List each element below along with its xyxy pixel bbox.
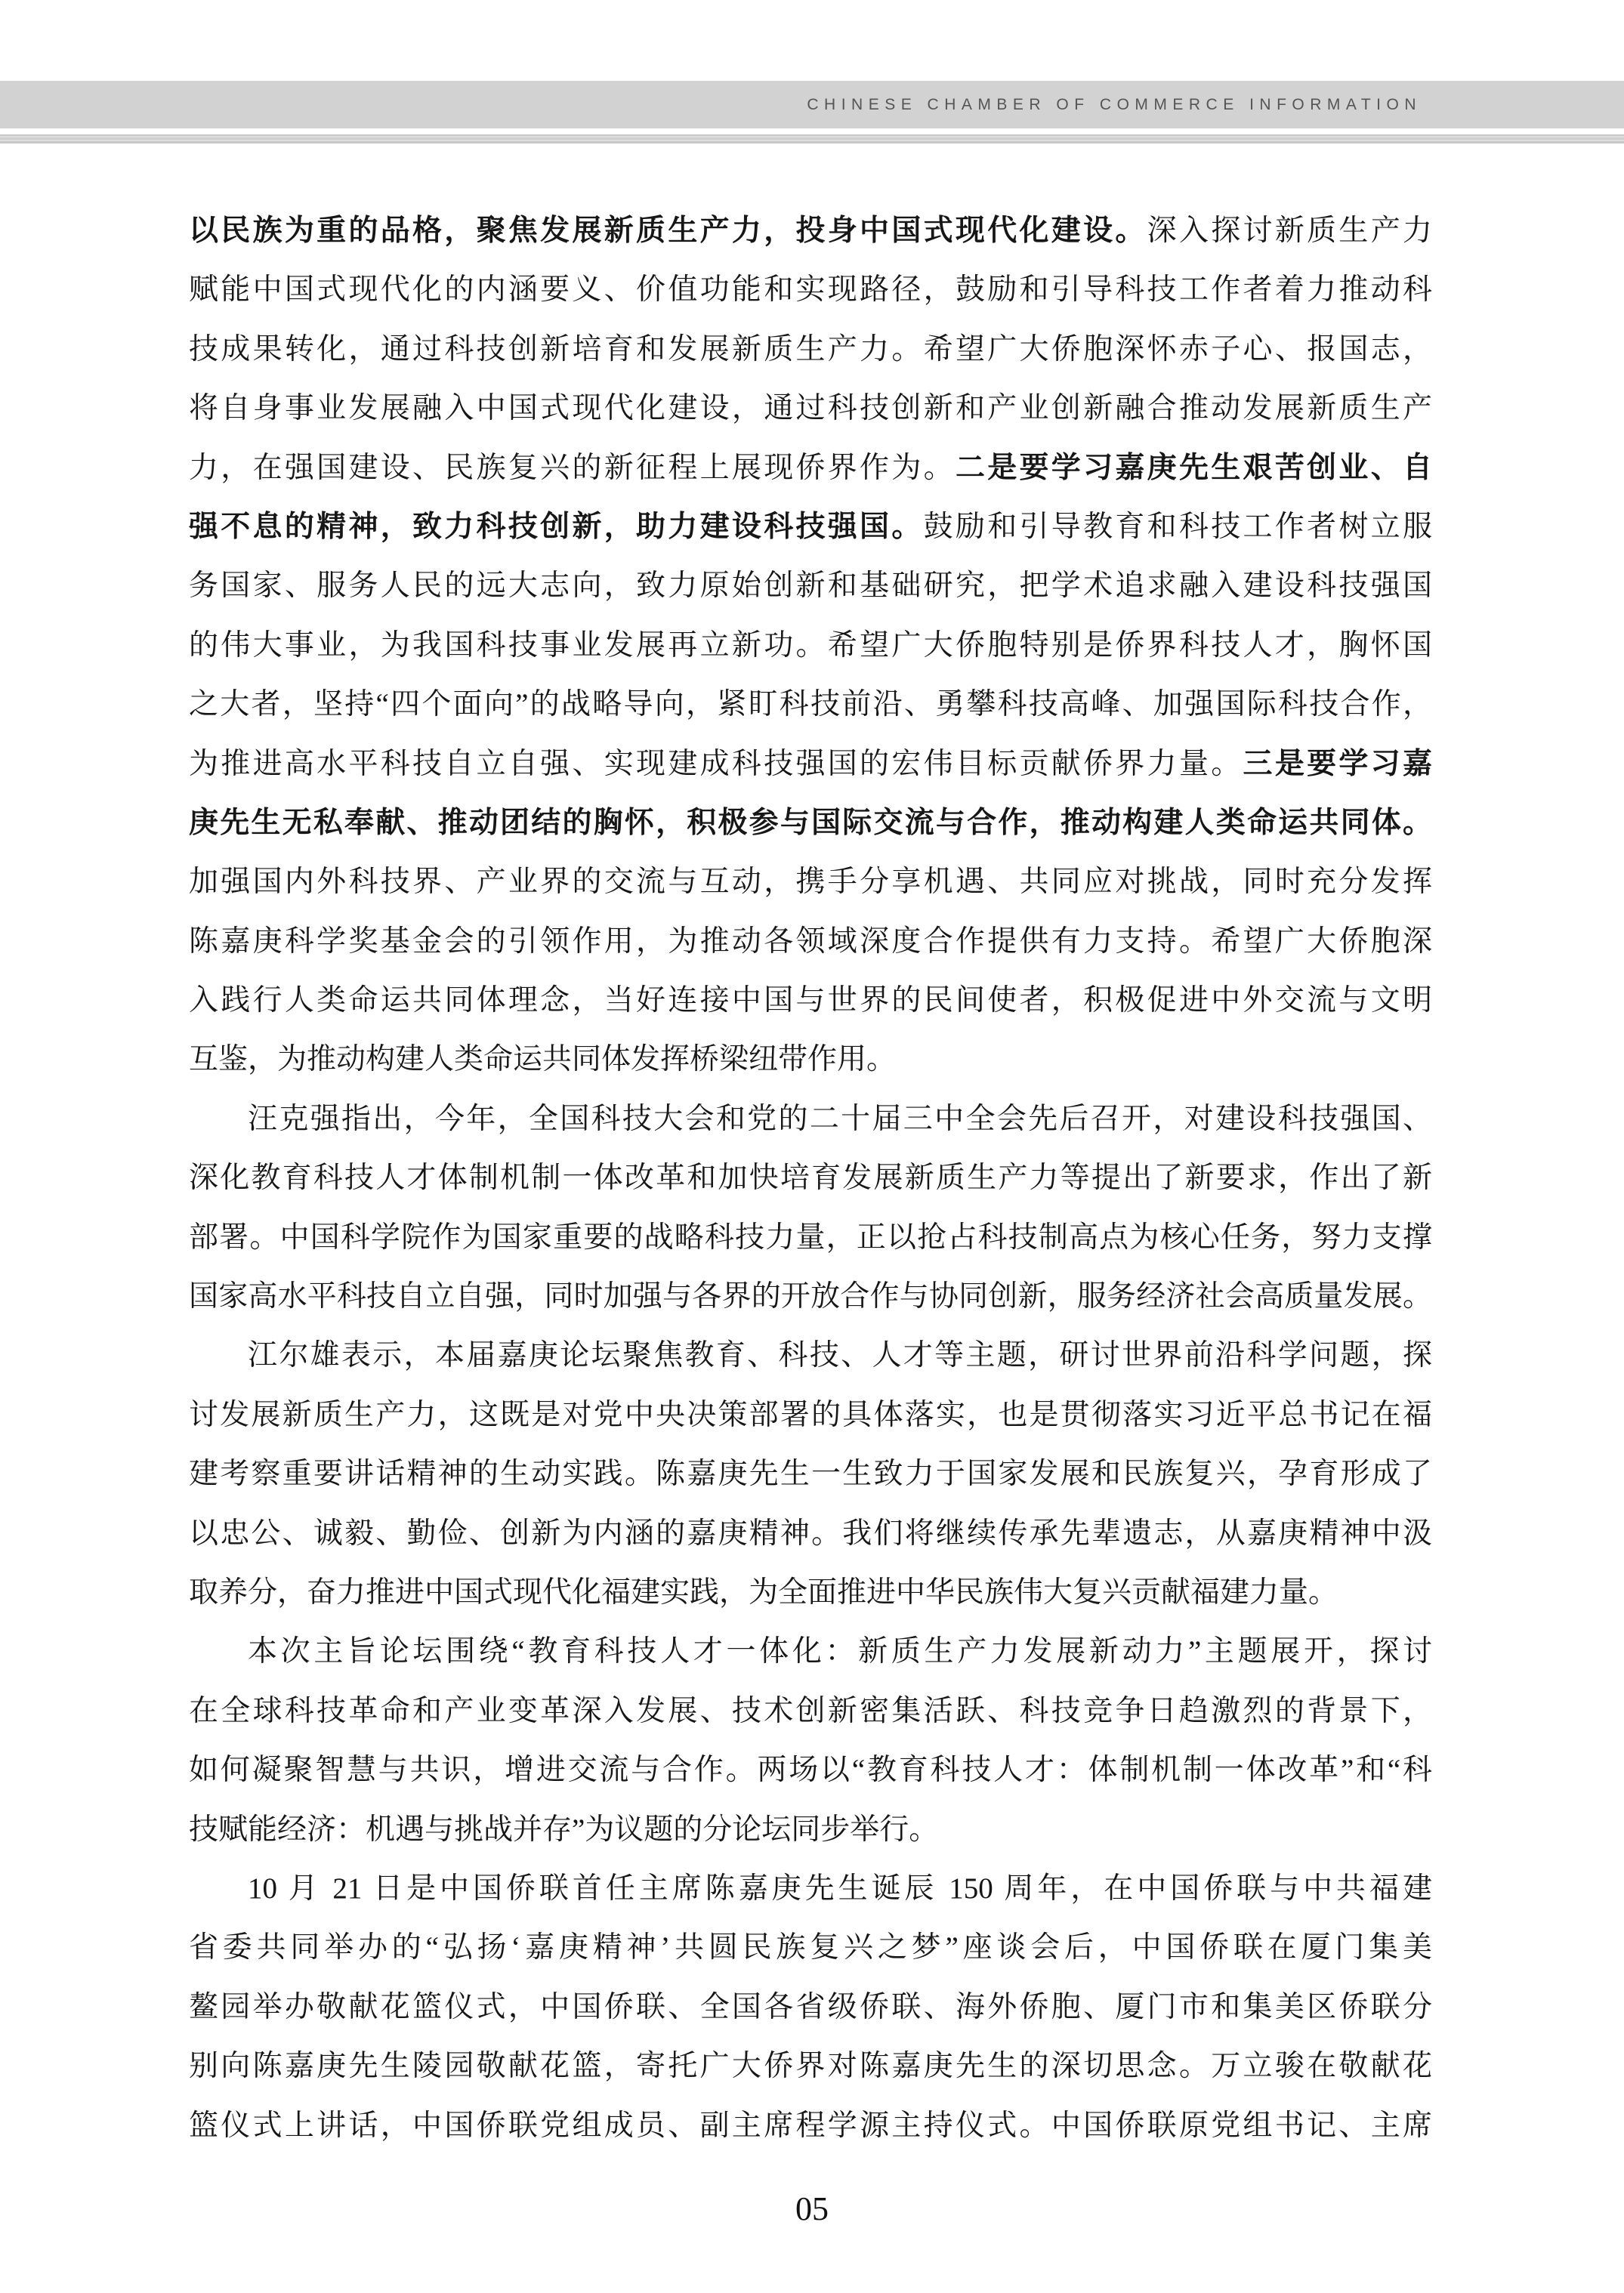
text-segment: 赋能中国式现代化的内涵要义、价值功能和实现路径，鼓励和引导科技工作者着力推动科: [189, 273, 1432, 307]
text-segment: 讨发展新质生产力，这既是对党中央决策部署的具体落实，也是贯彻落实习近平总书记在福: [189, 1398, 1432, 1431]
text-segment: 汪克强指出，今年，全国科技大会和党的二十届三中全会先后召开，对建设科技强国、: [248, 1102, 1432, 1135]
header-band-title: CHINESE CHAMBER OF COMMERCE INFORMATION: [807, 95, 1422, 113]
text-line: [189, 1801, 1432, 1859]
text-line: [189, 1504, 1432, 1563]
text-line: [189, 1918, 1432, 1977]
text-segment: 建考察重要讲话精神的生动实践。陈嘉庚先生一生致力于国家发展和民族复兴，孕育形成了: [189, 1458, 1432, 1491]
text-line: [189, 557, 1432, 616]
text-line: [189, 1030, 1432, 1089]
text-segment: 鼓励和引导教育和科技工作者树立服: [923, 510, 1432, 543]
text-segment: 为推进高水平科技自立自强、实现建成科技强国的宏伟目标贡献侨界力量。: [189, 747, 1243, 780]
text-segment: 技成果转化，通过科技创新培育和发展新质生产力。希望广大侨胞深怀赤子心、报国志，: [189, 332, 1432, 366]
bold-text-segment: 庚先生无私奉献、推动团结的胸怀，积极参与国际交流与合作，推动构建人类命运共同体。: [189, 806, 1432, 839]
text-segment: 在全球科技革命和产业变革深入发展、技术创新密集活跃、科技竞争日趋激烈的背景下，: [189, 1694, 1432, 1727]
text-line: [189, 1386, 1432, 1445]
text-line: [189, 1978, 1432, 2037]
text-line: [189, 202, 1432, 261]
text-segment: 加强国内外科技界、产业界的交流与互动，携手分享机遇、共同应对挑战，同时充分发挥: [189, 866, 1432, 899]
text-line: [189, 675, 1432, 734]
text-segment: 之大者，坚持“四个面向”的战略导向，紧盯科技前沿、勇攀科技高峰、加强国际科技合作，: [189, 688, 1432, 721]
text-segment: 省委共同举办的“弘扬‘嘉庚精神’共圆民族复兴之梦”座谈会后，中国侨联在厦门集美: [189, 1931, 1432, 1964]
text-line: [189, 2037, 1432, 2096]
text-line: [189, 912, 1432, 971]
text-line: [189, 1267, 1432, 1326]
text-line: [189, 379, 1432, 438]
text-line: [189, 439, 1432, 498]
text-line: [189, 1090, 1432, 1149]
page-number: 05: [795, 2190, 829, 2227]
text-segment: 部署。中国科学院作为国家重要的战略科技力量，正以抢占科技制高点为核心任务，努力支撑: [189, 1221, 1432, 1254]
text-line: [189, 1859, 1432, 1918]
text-segment: 技赋能经济：机遇与挑战并存”为议题的分论坛同步举行。: [189, 1813, 939, 1846]
text-segment: 篮仪式上讲话，中国侨联党组成员、副主席程学源主持仪式。中国侨联原党组书记、主席: [189, 2109, 1432, 2142]
text-segment: 如何凝聚智慧与共识，增进交流与合作。两场以“教育科技人才：体制机制一体改革”和“科: [189, 1754, 1432, 1787]
document-body: [189, 202, 1432, 2156]
text-segment: 别向陈嘉庚先生陵园敬献花篮，寄托广大侨界对陈嘉庚先生的深切思念。万立骏在敬献花: [189, 2050, 1432, 2083]
text-segment: 力，在强国建设、民族复兴的新征程上展现侨界作为。: [189, 451, 956, 484]
text-segment: 深入探讨新质生产力: [1147, 214, 1432, 247]
text-segment: 以忠公、诚毅、勤俭、创新为内涵的嘉庚精神。我们将继续传承先辈遗志，从嘉庚精神中汲: [189, 1517, 1432, 1550]
text-line: [189, 498, 1432, 557]
bold-text-segment: 三是要学习嘉: [1243, 747, 1432, 780]
text-line: [189, 1149, 1432, 1208]
text-segment: 江尔雄表示，本届嘉庚论坛聚焦教育、科技、人才等主题，研讨世界前沿科学问题，探: [248, 1339, 1432, 1372]
bold-text-segment: 二是要学习嘉庚先生艰苦创业、自: [955, 451, 1432, 484]
bold-text-segment: 强不息的精神，致力科技创新，助力建设科技强国。: [189, 510, 924, 543]
text-segment: 取养分，奋力推进中国式现代化福建实践，为全面推进中华民族伟大复兴贡献福建力量。: [189, 1575, 1338, 1609]
text-segment: 入践行人类命运共同体理念，当好连接中国与世界的民间使者，积极促进中外交流与文明: [189, 984, 1432, 1017]
text-line: [189, 2097, 1432, 2156]
text-segment: 务国家、服务人民的远大志向，致力原始创新和基础研究，把学术追求融入建设科技强国: [189, 569, 1432, 603]
text-segment: 陈嘉庚科学奖基金会的引领作用，为推动各领域深度合作提供有力支持。希望广大侨胞深: [189, 924, 1432, 958]
text-line: [189, 794, 1432, 853]
text-line: [189, 1563, 1432, 1622]
text-line: [189, 735, 1432, 794]
text-line: [189, 971, 1432, 1030]
bold-text-segment: 以民族为重的品格，聚焦发展新质生产力，投身中国式现代化建设。: [189, 214, 1147, 247]
text-segment: 国家高水平科技自立自强，同时加强与各界的开放合作与协同创新，服务经济社会高质量发展。: [189, 1280, 1432, 1313]
header-divider-strip: [0, 134, 1624, 144]
text-segment: 10 月 21 日是中国侨联首任主席陈嘉庚先生诞辰 150 周年，在中国侨联与中共福建: [248, 1872, 1432, 1905]
text-segment: 鳌园举办敬献花篮仪式，中国侨联、全国各省级侨联、海外侨胞、厦门市和集美区侨联分: [189, 1990, 1432, 2023]
text-line: [189, 261, 1432, 319]
text-segment: 的伟大事业，为我国科技事业发展再立新功。希望广大侨胞特别是侨界科技人才，胸怀国: [189, 628, 1432, 662]
header-band: [0, 81, 1624, 128]
text-segment: 将自身事业发展融入中国式现代化建设，通过科技创新和产业创新融合推动发展新质生产: [189, 392, 1432, 425]
text-line: [189, 1741, 1432, 1800]
text-line: [189, 1445, 1432, 1504]
text-segment: 本次主旨论坛围绕“教育科技人才一体化：新质生产力发展新动力”主题展开，探讨: [248, 1635, 1432, 1668]
text-segment: 互鉴，为推动构建人类命运共同体发挥桥梁纽带作用。: [189, 1043, 897, 1076]
text-segment: 深化教育科技人才体制机制一体改革和加快培育发展新质生产力等提出了新要求，作出了新: [189, 1162, 1432, 1195]
text-line: [189, 320, 1432, 379]
text-line: [189, 1682, 1432, 1741]
text-line: [189, 853, 1432, 912]
text-line: [189, 1326, 1432, 1385]
text-line: [189, 1208, 1432, 1267]
text-line: [189, 616, 1432, 675]
text-line: [189, 1622, 1432, 1681]
